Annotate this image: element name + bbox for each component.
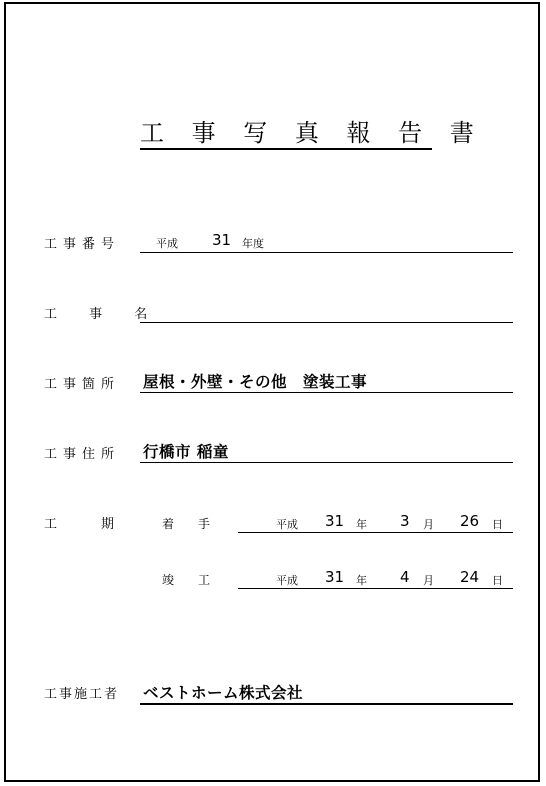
contractor-underline: [140, 703, 513, 705]
end-label: 竣 工: [162, 573, 211, 587]
construction-address-label: 工事住所: [44, 447, 121, 462]
construction-number-label: 工事番号: [44, 237, 121, 252]
start-underline: [238, 532, 513, 533]
construction-number-underline: [140, 252, 513, 253]
end-year: 31: [325, 568, 345, 586]
start-era: 平成: [276, 518, 298, 531]
end-underline: [238, 588, 513, 589]
start-day: 26: [460, 512, 480, 530]
construction-location-underline: [140, 392, 513, 393]
construction-location-value: 屋根・外壁・その他 塗装工事: [143, 373, 368, 391]
contractor-value: ベストホーム株式会社: [143, 684, 304, 702]
start-label: 着 手: [162, 517, 211, 531]
end-day: 24: [460, 568, 480, 586]
start-month: 3: [400, 512, 410, 530]
start-year-unit: 年: [356, 518, 367, 531]
end-day-unit: 日: [492, 574, 503, 587]
start-year: 31: [325, 512, 345, 530]
start-month-unit: 月: [423, 518, 434, 531]
construction-address-underline: [140, 462, 513, 463]
contractor-label: 工事施工者: [44, 687, 120, 702]
construction-location-label: 工事箇所: [44, 377, 121, 392]
construction-number-year: 31: [212, 231, 232, 249]
construction-number-suffix: 年度: [242, 237, 264, 250]
end-year-unit: 年: [356, 574, 367, 587]
construction-name-label: 工 事 名: [44, 307, 162, 322]
construction-address-value: 行橋市 稲童: [143, 443, 229, 461]
start-day-unit: 日: [492, 518, 503, 531]
end-era: 平成: [276, 574, 298, 587]
construction-period-label: 工 期: [44, 517, 121, 532]
document-title: 工 事 写 真 報 告 書: [140, 118, 432, 150]
construction-number-era: 平成: [156, 237, 178, 250]
end-month-unit: 月: [423, 574, 434, 587]
construction-name-underline: [140, 322, 513, 323]
end-month: 4: [400, 568, 410, 586]
